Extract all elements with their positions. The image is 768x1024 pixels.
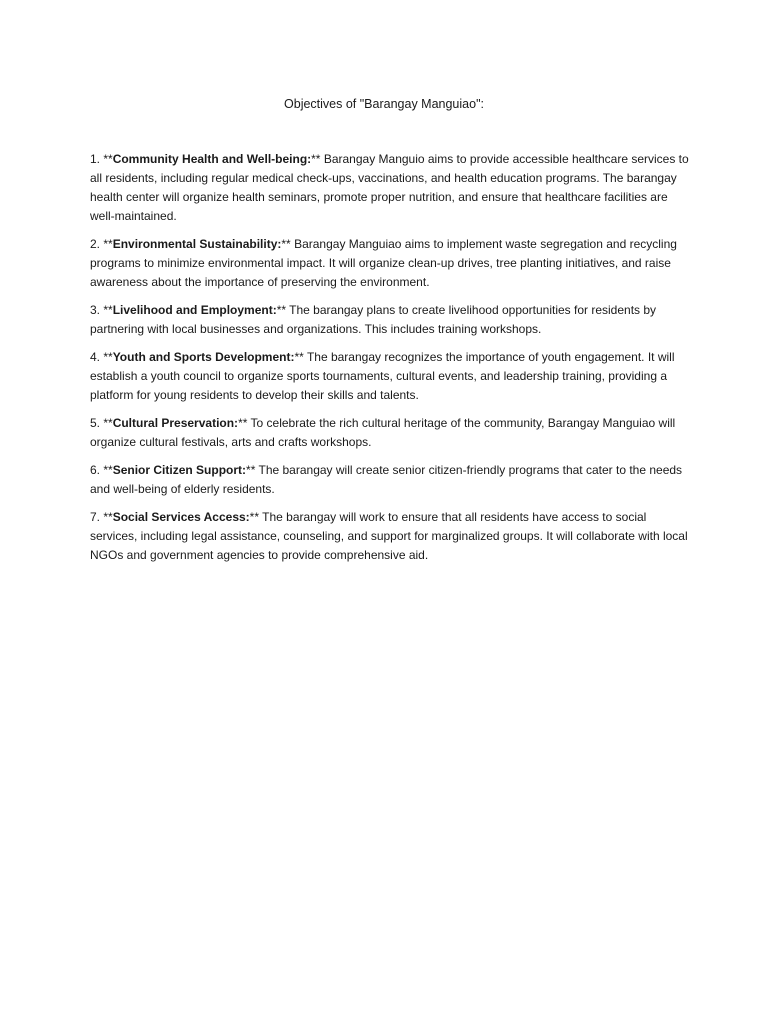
objective-marker-close: ** [249, 510, 260, 524]
objective-marker-open: ** [103, 237, 113, 251]
objective-number: 5. [90, 416, 104, 430]
objective-marker-close: ** [276, 303, 287, 317]
objective-marker-open: ** [103, 416, 113, 430]
objective-number: 6. [90, 463, 104, 477]
objective-number: 7. [90, 510, 104, 524]
objective-marker-close: ** [238, 416, 248, 430]
objective-heading: Youth and Sports Development: [112, 350, 295, 364]
objective-marker-open: ** [103, 463, 113, 477]
objective-number: 4. [90, 350, 104, 364]
objective-item-3 [90, 301, 690, 339]
objective-marker-open: ** [103, 350, 113, 364]
objective-heading: Community Health and Well-being: [112, 152, 312, 166]
objective-body: The barangay will create senior citizen-friendly programs that cater to the needs and well-being of elderly residents. [90, 463, 683, 496]
objectives-list [90, 150, 690, 574]
objective-body: Barangay Manguio aims to provide accessible healthcare services to all residents, including regular medical check-ups, vaccinations, and health education programs. The barangay health center will organize health seminars, promote proper nutrition, and ensure that healthcare facilities are well-maintained. [90, 152, 689, 223]
objective-number: 3. [90, 303, 104, 317]
objective-item-6 [90, 461, 690, 499]
objective-heading: Social Services Access: [112, 510, 250, 524]
objective-body: The barangay plans to create livelihood opportunities for residents by partnering with local businesses and organizations. This includes training workshops. [90, 303, 657, 336]
objective-marker-open: ** [103, 510, 113, 524]
objective-item-4 [90, 348, 690, 405]
objective-item-1 [90, 150, 690, 226]
objective-marker-close: ** [281, 237, 291, 251]
objective-body: The barangay will work to ensure that all residents have access to social services, including legal assistance, counseling, and support for marginalized groups. It will collaborate with local NGOs and government agencies to provide comprehensive aid. [90, 510, 688, 562]
objective-marker-close: ** [246, 463, 256, 477]
objective-body: The barangay recognizes the importance of youth engagement. It will establish a youth council to organize sports tournaments, cultural events, and leadership training, providing a platform for young residents to develop their skills and talents. [90, 350, 675, 402]
objective-number: 1. [90, 152, 104, 166]
objective-item-5 [90, 414, 690, 452]
objective-marker-close: ** [311, 152, 321, 166]
objective-body: Barangay Manguiao aims to implement waste segregation and recycling programs to minimize environmental impact. It will organize clean-up drives, tree planting initiatives, and raise awareness about the importance of preserving the environment. [90, 237, 677, 289]
objective-number: 2. [90, 237, 104, 251]
objective-body: To celebrate the rich cultural heritage of the community, Barangay Manguiao will organize cultural festivals, arts and crafts workshops. [90, 416, 676, 449]
objective-heading: Livelihood and Employment: [112, 303, 277, 317]
objective-heading: Cultural Preservation: [112, 416, 239, 430]
document-title: Objectives of "Barangay Manguiao": [284, 97, 484, 111]
objective-item-2 [90, 235, 690, 292]
objective-heading: Senior Citizen Support: [112, 463, 247, 477]
objective-marker-open: ** [103, 303, 113, 317]
objective-marker-open: ** [103, 152, 113, 166]
objective-item-7 [90, 508, 690, 565]
objective-heading: Environmental Sustainability: [112, 237, 282, 251]
objective-marker-close: ** [294, 350, 304, 364]
